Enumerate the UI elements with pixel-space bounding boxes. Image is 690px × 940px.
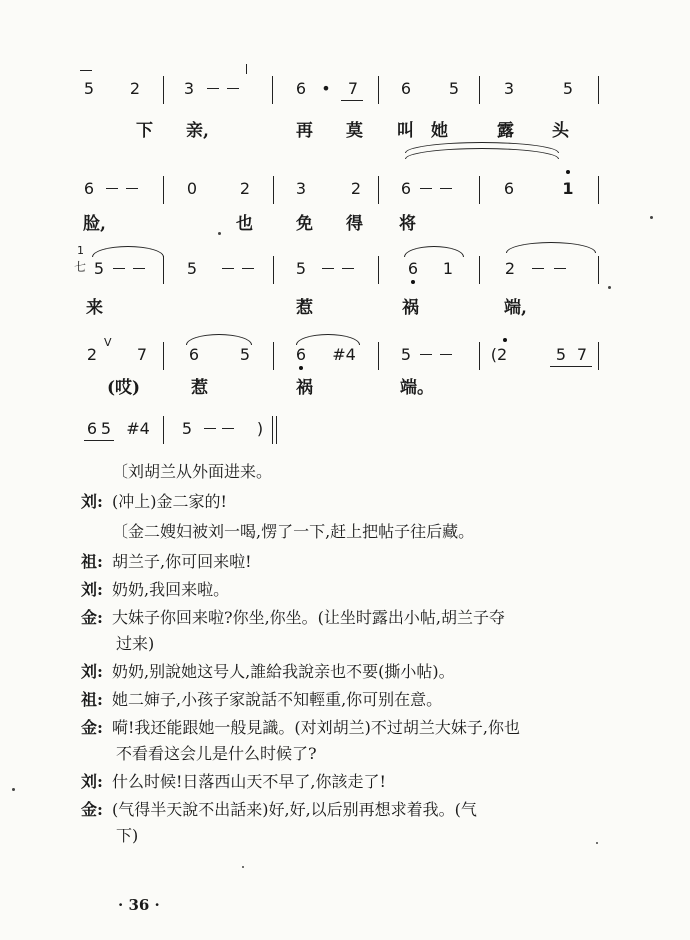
hold-dash (113, 268, 125, 269)
note: 6 (400, 79, 412, 98)
hold-dash (222, 268, 234, 269)
bar-line (163, 256, 164, 284)
speaker: 金: (81, 718, 103, 737)
bar-line (163, 416, 164, 444)
bar-line (378, 176, 379, 204)
lyric: 祸 (296, 378, 313, 398)
speech-text: (气得半天說不出話来)好,好,以后别再想求着我。(气 (112, 800, 477, 819)
lyric: 叫 (397, 121, 414, 141)
hold-dash (207, 88, 219, 89)
slur (506, 242, 596, 253)
lyric: 来 (86, 298, 103, 318)
bar-line (163, 342, 164, 370)
hold-dash (554, 268, 566, 269)
lyric: 惹 (296, 298, 313, 318)
note: 5 (100, 419, 112, 438)
print-speck (12, 788, 15, 791)
note: ) (256, 419, 264, 438)
print-speck (218, 232, 221, 235)
speech-text: 奶奶,别說她这号人,誰給我說亲也不要(撕小帖)。 (112, 662, 455, 681)
note: 6 (295, 79, 307, 98)
octave-dot (503, 338, 507, 342)
hold-dash (242, 268, 254, 269)
note: 6 (295, 345, 307, 364)
breath-mark: V (104, 336, 112, 349)
hold-dash (420, 188, 432, 189)
final-bar-line (276, 416, 277, 444)
bar-line (273, 176, 274, 204)
speech-text: 过来) (116, 634, 155, 653)
note: 5 (93, 259, 105, 278)
note: 7 (136, 345, 148, 364)
note: 3 (503, 79, 515, 98)
beam (341, 100, 363, 101)
note: 1 (562, 179, 574, 198)
note: 5 (181, 419, 193, 438)
lyric: 将 (399, 214, 416, 234)
speech-text: 胡兰子,你可回来啦! (112, 552, 252, 571)
breath-mark (246, 64, 247, 74)
print-speck (242, 866, 244, 868)
note: 7 (576, 345, 588, 364)
bar-line (378, 76, 379, 104)
speaker: 刘: (81, 580, 103, 599)
note: 5 (83, 79, 95, 98)
speech-text: 下) (116, 826, 139, 845)
note: 0 (186, 179, 198, 198)
note: 5 (239, 345, 251, 364)
speaker: 刘: (81, 492, 103, 511)
note: 6 (83, 179, 95, 198)
hold-dash (133, 268, 145, 269)
lyric: 免 (296, 214, 313, 234)
lyric: 端。 (400, 378, 434, 398)
note: 5 (400, 345, 412, 364)
bar-line (272, 416, 273, 444)
print-speck (650, 216, 653, 219)
bar-line (378, 256, 379, 284)
lyric: 端, (504, 298, 527, 318)
bar-line (273, 342, 274, 370)
hold-dash (322, 268, 334, 269)
hold-dash (204, 428, 216, 429)
lyric: 露 (497, 121, 514, 141)
hold-dash (440, 354, 452, 355)
notes-row (0, 256, 690, 282)
note: 6 (400, 179, 412, 198)
speaker: 刘: (81, 662, 103, 681)
speech-text: 嗬!我还能跟她一般見識。(对刘胡兰)不过胡兰大妹子,你也 (112, 718, 521, 737)
notes-row (0, 416, 690, 442)
bar-line (598, 342, 599, 370)
mark: 七 (74, 260, 87, 274)
beam (84, 440, 114, 441)
speech-text: 奶奶,我回来啦。 (112, 580, 230, 599)
speech-text: 什么时候!日落西山天不早了,你該走了! (112, 772, 386, 791)
lyric: 得 (346, 214, 363, 234)
octave-dot (566, 170, 570, 174)
bar-line (479, 342, 480, 370)
note: 2 (129, 79, 141, 98)
page-number: · 36 · (118, 896, 160, 914)
lyric: 祸 (402, 298, 419, 318)
bar-line (598, 76, 599, 104)
stage-text: 〔金二嫂妇被刘一喝,愣了一下,赶上把帖子往后藏。 (112, 522, 475, 541)
note: 2 (350, 179, 362, 198)
notes-row (0, 342, 690, 368)
bar-line (479, 76, 480, 104)
note: 2 (239, 179, 251, 198)
speaker: 刘: (81, 772, 103, 791)
stage-text: 〔刘胡兰从外面进来。 (112, 462, 273, 481)
note: 3 (295, 179, 307, 198)
hold-dash (126, 188, 138, 189)
speech-text: 大妹子你回来啦?你坐,你坐。(让坐时露出小帖,胡兰子夺 (112, 608, 505, 627)
bar-line (273, 256, 274, 284)
note: 5 (295, 259, 307, 278)
octave-dot (299, 366, 303, 370)
hold-dash (440, 188, 452, 189)
hold-dash (227, 88, 239, 89)
speaker: 祖: (81, 690, 103, 709)
octave-line (80, 70, 92, 71)
note: 7 (347, 79, 359, 98)
lyric: 惹 (191, 378, 208, 398)
note: 5 (555, 345, 567, 364)
notes-row (0, 176, 690, 202)
lyric: 下 (136, 121, 153, 141)
note: 5 (562, 79, 574, 98)
speaker: 金: (81, 608, 103, 627)
lyric: 莫 (346, 121, 363, 141)
bar-line (272, 76, 273, 104)
hold-dash (420, 354, 432, 355)
note: #4 (126, 419, 150, 438)
speech-text: 不看看这会儿是什么时候了? (116, 744, 317, 763)
note: (2 (490, 345, 508, 364)
lyric: 再 (296, 121, 313, 141)
beam (550, 366, 592, 367)
note: 3 (183, 79, 195, 98)
print-speck (596, 842, 598, 844)
bar-line (598, 176, 599, 204)
note: 6 (407, 259, 419, 278)
bar-line (378, 342, 379, 370)
note: 6 (188, 345, 200, 364)
speech-text: 她二婶子,小孩子家說話不知輕重,你可别在意。 (112, 690, 443, 709)
bar-line (163, 76, 164, 104)
note: 6 (86, 419, 98, 438)
speech-text: (冲上)金二家的! (112, 492, 227, 511)
lyric: 她 (431, 121, 448, 141)
lyric: (哎) (107, 378, 141, 398)
speaker: 祖: (81, 552, 103, 571)
note: 5 (186, 259, 198, 278)
hold-dash (222, 428, 234, 429)
notes-row (0, 76, 690, 102)
hold-dash (342, 268, 354, 269)
bar-line (479, 176, 480, 204)
mark: 1 (77, 244, 84, 257)
lyric: 也 (236, 214, 253, 234)
print-speck (608, 286, 611, 289)
hold-dash (106, 188, 118, 189)
hold-dash (532, 268, 544, 269)
note: 5 (448, 79, 460, 98)
bar-line (163, 176, 164, 204)
dot-note: • (321, 79, 331, 98)
bar-line (598, 256, 599, 284)
speaker: 金: (81, 800, 103, 819)
lyric: 亲, (186, 121, 209, 141)
note: 2 (86, 345, 98, 364)
note: #4 (332, 345, 356, 364)
octave-dot (411, 280, 415, 284)
note: 1 (442, 259, 454, 278)
lyric: 脸, (83, 214, 106, 234)
lyric: 头 (552, 121, 569, 141)
note: 6 (503, 179, 515, 198)
bar-line (479, 256, 480, 284)
note: 2 (504, 259, 516, 278)
